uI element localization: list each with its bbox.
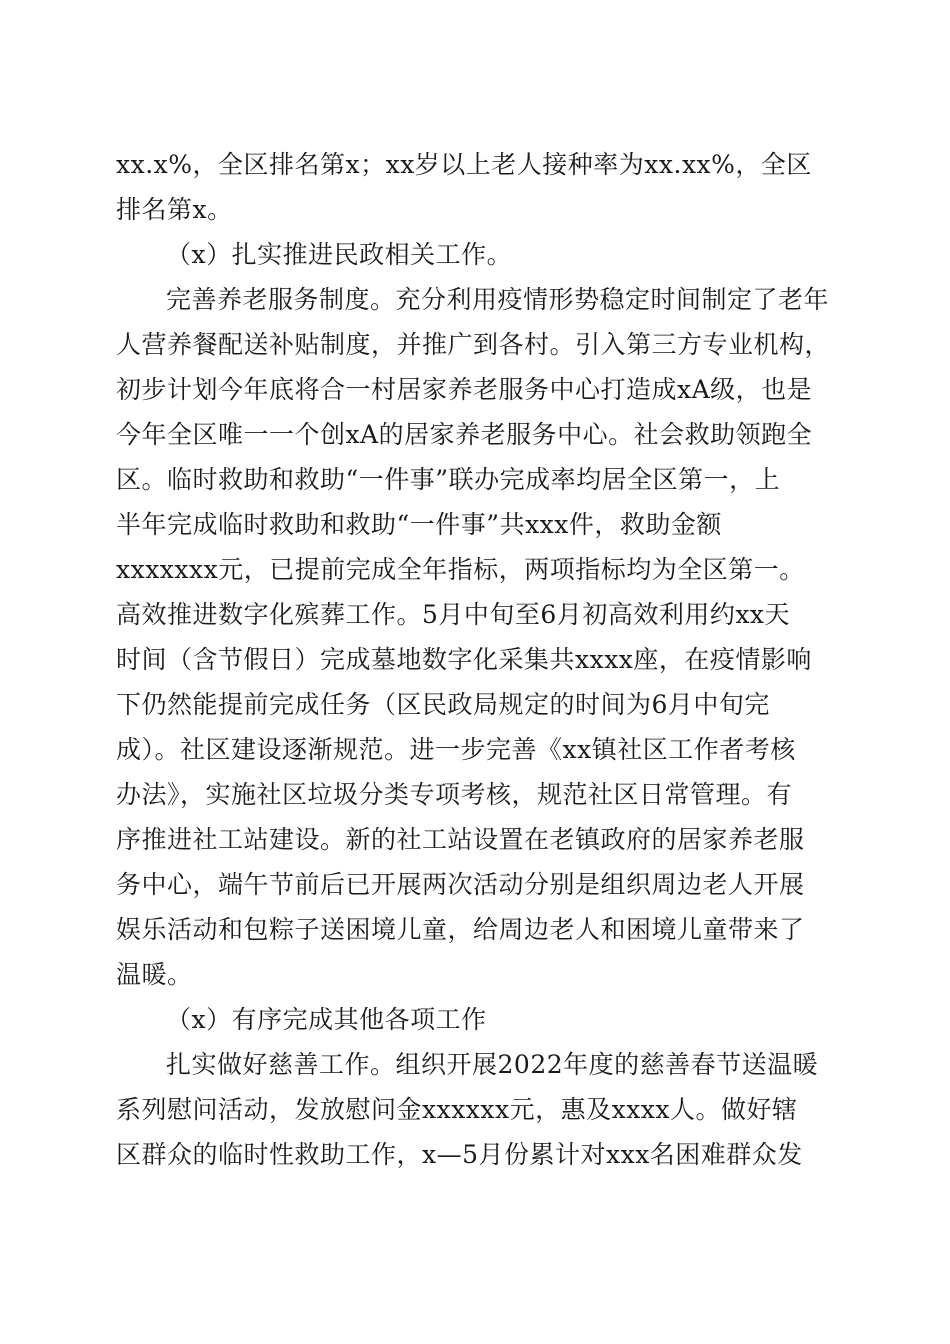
text-line: 区。临时救助和救助“一件事”联办完成率均居全区第一，上 [116, 465, 781, 494]
text-line: 半年完成临时救助和救助“一件事”共xxx件，救助金额 [116, 510, 722, 539]
document-body [116, 142, 836, 1177]
text-line: 务中心，端午节前后已开展两次活动分别是组织周边老人开展 [116, 870, 805, 899]
text-line: 娱乐活动和包粽子送困境儿童，给周边老人和困境儿童带来了 [116, 915, 805, 944]
paragraph-first-line: 完善养老服务制度。充分利用疫情形势稳定时间制定了老年 [166, 285, 830, 314]
text-line: 温暖。 [116, 960, 193, 989]
paragraph-first-line: （x）扎实推进民政相关工作。 [166, 240, 513, 269]
text-line: 高效推进数字化殡葬工作。5月中旬至6月初高效利用约xx天 [116, 600, 791, 629]
text-line: 下仍然能提前完成任务（区民政局规定的时间为6月中旬完 [116, 690, 770, 719]
text-line: 成）。社区建设逐渐规范。进一步完善《xx镇社区工作者考核 [116, 735, 796, 764]
text-line: 排名第x。 [116, 195, 233, 224]
text-line: 人营养餐配送补贴制度，并推广到各村。引入第三方专业机构， [116, 330, 831, 359]
text-line: xxxxxxx元，已提前完成全年指标，两项指标均为全区第一。 [116, 555, 805, 584]
text-line: xx.x%，全区排名第x；xx岁以上老人接种率为xx.xx%，全区 [116, 150, 812, 179]
text-line: 系列慰问活动，发放慰问金xxxxxx元，惠及xxxx人。做好辖 [116, 1095, 798, 1124]
paragraph-first-line: （x）有序完成其他各项工作 [166, 1005, 487, 1034]
text-line: 序推进社工站建设。新的社工站设置在老镇政府的居家养老服 [116, 825, 805, 854]
text-line: 时间（含节假日）完成墓地数字化采集共xxxx座，在疫情影响 [116, 645, 812, 674]
text-line: 初步计划今年底将合一村居家养老服务中心打造成xA级，也是 [116, 375, 813, 404]
text-line: 今年全区唯一一个创xA的居家养老服务中心。社会救助领跑全 [116, 420, 813, 449]
text-line: 区群众的临时性救助工作，x—5月份累计对xxx名困难群众发 [116, 1140, 803, 1169]
paragraph-first-line: 扎实做好慈善工作。组织开展2022年度的慈善春节送温暖 [166, 1050, 819, 1079]
text-line: 办法》，实施社区垃圾分类专项考核，规范社区日常管理。有 [116, 780, 793, 809]
